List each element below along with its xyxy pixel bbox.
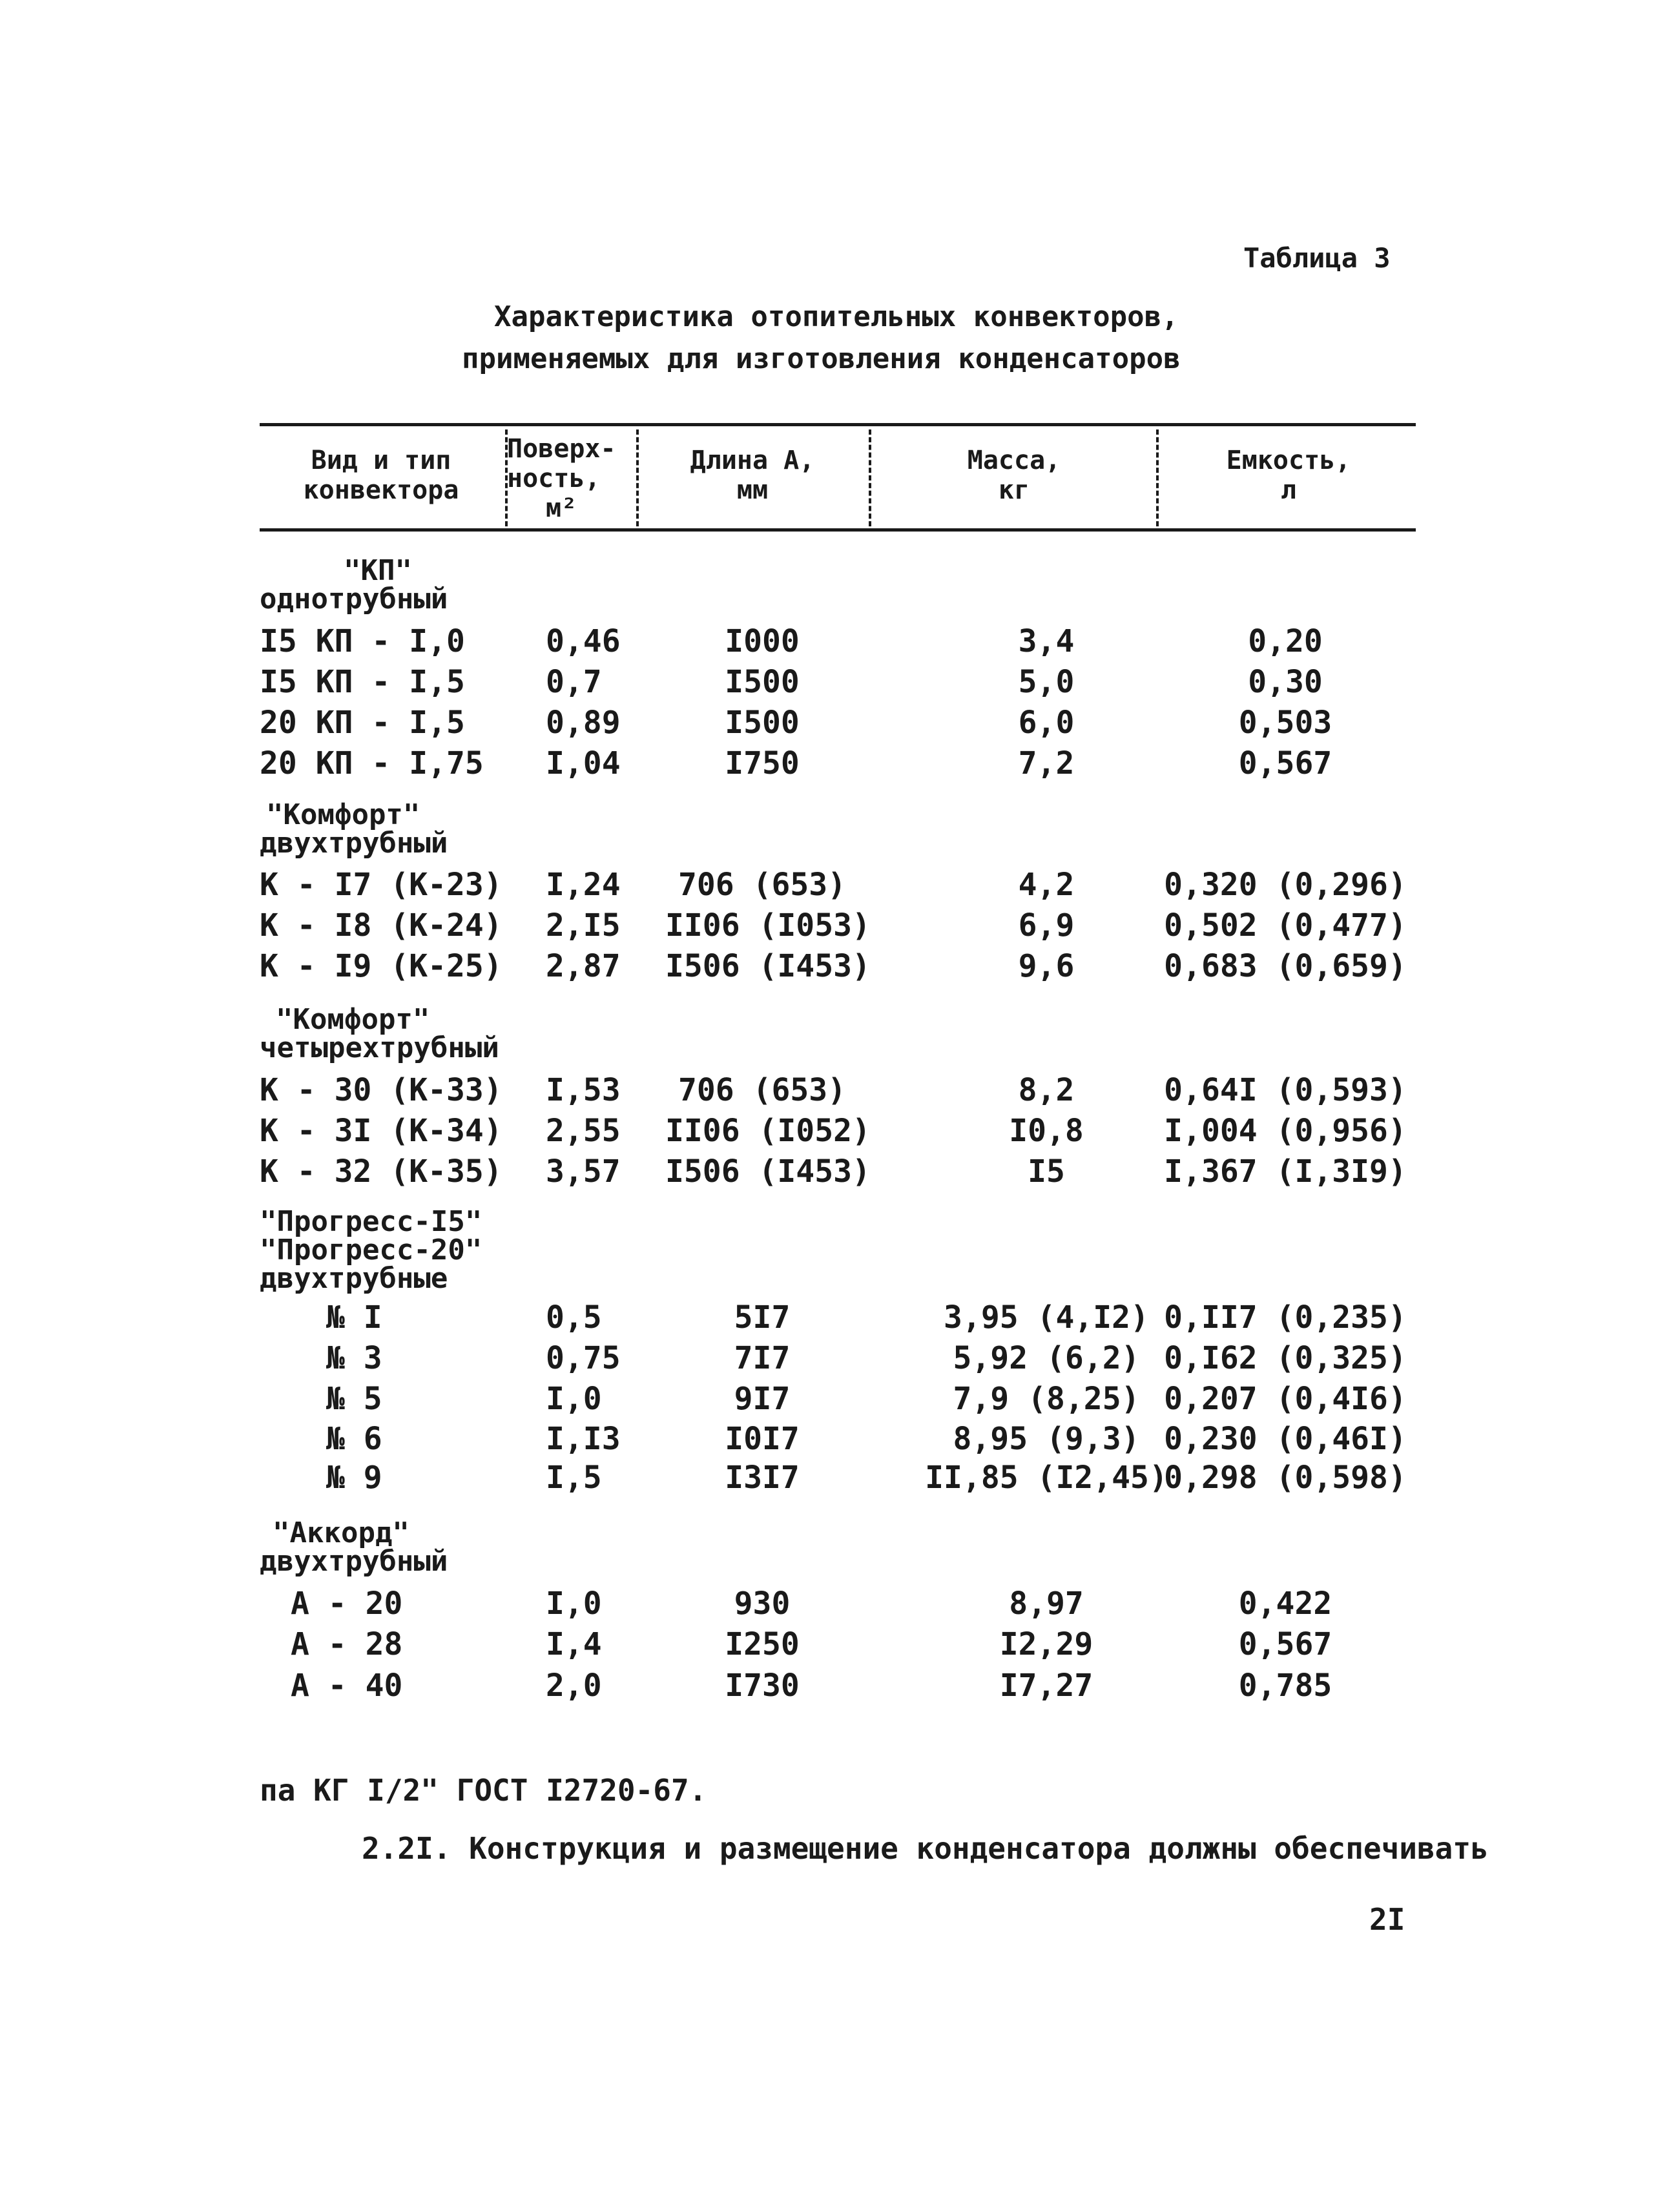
table-cell: 0,567 (1238, 745, 1332, 781)
table-cell: 2,I5 (546, 907, 621, 944)
table-cell: 0,20 (1248, 623, 1323, 659)
table-cell: I,24 (546, 867, 621, 903)
table-cell: 7I7 (734, 1340, 791, 1376)
table-cell: I506 (I453) (665, 1153, 871, 1190)
table-cell: 0,320 (0,296) (1164, 867, 1407, 903)
table-top-rule (260, 423, 1416, 426)
table-cell: 0,503 (1238, 705, 1332, 741)
group-name: "Прогресс-I5" "Прогресс-20" двухтрубные (260, 1205, 482, 1295)
table-cell: 0,5 (546, 1299, 602, 1336)
body-text-line: па КГ I/2" ГОСТ I2720-67. (260, 1773, 707, 1808)
table-cell: I730 (725, 1668, 800, 1704)
table-cell: № 6 (326, 1421, 382, 1457)
table-cell: 2,55 (546, 1113, 621, 1149)
table-cell: 20 КП - I,75 (260, 745, 484, 781)
group-name: "Комфорт" четырехтрубный (260, 1003, 499, 1064)
table-cell: 706 (653) (678, 867, 847, 903)
table-cell: 0,89 (546, 705, 621, 741)
table-cell: 0,7 (546, 664, 602, 700)
table-cell: 5,92 (6,2) (953, 1340, 1140, 1376)
table-cell: 706 (653) (678, 1072, 847, 1108)
table-cell: I5 (1028, 1153, 1065, 1190)
table-cell: 0,II7 (0,235) (1164, 1299, 1407, 1336)
table-cell: I,53 (546, 1072, 621, 1108)
table-cell: I2,29 (999, 1626, 1093, 1662)
table-cell: I500 (725, 705, 800, 741)
table-cell: 20 КП - I,5 (260, 705, 465, 741)
table-cell: 7,9 (8,25) (953, 1381, 1140, 1417)
table-cell: 6,9 (1018, 907, 1075, 944)
table-cell: I,4 (546, 1626, 602, 1662)
table-cell: II06 (I052) (665, 1113, 871, 1149)
table-cell: № 9 (326, 1460, 382, 1496)
header-separator (869, 429, 871, 526)
table-cell: I5 КП - I,5 (260, 664, 465, 700)
table-cell: 0,64I (0,593) (1164, 1072, 1407, 1108)
table-cell: 0,422 (1238, 1586, 1332, 1622)
table-cell: 8,95 (9,3) (953, 1421, 1140, 1457)
table-cell: 3,4 (1018, 623, 1075, 659)
table-cell: I,5 (546, 1460, 602, 1496)
table-cell: К - I9 (К-25) (260, 948, 502, 984)
table-cell: I,0 (546, 1381, 602, 1417)
body-text-line: 2.2I. Конструкция и размещение конденсатора должны обеспечивать (362, 1831, 1489, 1866)
table-cell: II06 (I053) (665, 907, 871, 944)
header-capacity: Емкость, л (1226, 446, 1351, 505)
table-cell: К - 30 (К-33) (260, 1072, 502, 1108)
header-separator (636, 429, 639, 526)
table-cell: 0,46 (546, 623, 621, 659)
table-cell: № I (326, 1299, 382, 1336)
table-cell: К - 32 (К-35) (260, 1153, 502, 1190)
table-cell: 8,2 (1018, 1072, 1075, 1108)
table-cell: 0,30 (1248, 664, 1323, 700)
table-cell: К - I8 (К-24) (260, 907, 502, 944)
table-cell: I,367 (I,3I9) (1164, 1153, 1407, 1190)
table-cell: 3,95 (4,I2) (944, 1299, 1149, 1336)
header-surface: Поверх- ность, м² (507, 434, 616, 523)
table-cell: 0,683 (0,659) (1164, 948, 1407, 984)
table-cell: 0,75 (546, 1340, 621, 1376)
header-mass: Масса, кг (967, 446, 1061, 505)
table-cell: 0,567 (1238, 1626, 1332, 1662)
table-cell: 2,0 (546, 1668, 602, 1704)
table-cell: К - 3I (К-34) (260, 1113, 502, 1149)
table-label: Таблица 3 (1243, 242, 1391, 274)
group-name: "КП" однотрубный (260, 554, 448, 615)
group-name: "Комфорт" двухтрубный (260, 798, 448, 860)
table-cell: 0,230 (0,46I) (1164, 1421, 1407, 1457)
table-cell: К - I7 (К-23) (260, 867, 502, 903)
table-cell: I,0 (546, 1586, 602, 1622)
table-cell: 7,2 (1018, 745, 1075, 781)
table-cell: 6,0 (1018, 705, 1075, 741)
table-cell: I0,8 (1009, 1113, 1084, 1149)
header-length: Длина А, мм (690, 446, 815, 505)
header-type: Вид и тип конвектора (303, 446, 459, 505)
table-cell: I,004 (0,956) (1164, 1113, 1407, 1149)
table-cell: I750 (725, 745, 800, 781)
table-cell: I0I7 (725, 1421, 800, 1457)
table-cell: I,I3 (546, 1421, 621, 1457)
table-cell: 3,57 (546, 1153, 621, 1190)
table-cell: I500 (725, 664, 800, 700)
table-cell: 0,298 (0,598) (1164, 1460, 1407, 1496)
table-cell: № 3 (326, 1340, 382, 1376)
table-cell: 0,I62 (0,325) (1164, 1340, 1407, 1376)
table-cell: № 5 (326, 1381, 382, 1417)
table-cell: 9I7 (734, 1381, 791, 1417)
table-cell: 5,0 (1018, 664, 1075, 700)
table-cell: 9,6 (1018, 948, 1075, 984)
table-cell: I506 (I453) (665, 948, 871, 984)
table-title-line2: применяемых для изготовления конденсаторов (462, 342, 1181, 375)
table-cell: 0,207 (0,4I6) (1164, 1381, 1407, 1417)
table-cell: А - 28 (291, 1626, 403, 1662)
table-header-rule (260, 528, 1416, 532)
table-cell: I,04 (546, 745, 621, 781)
group-name: "Аккорд" двухтрубный (260, 1516, 448, 1578)
table-cell: 930 (734, 1586, 791, 1622)
table-cell: А - 40 (291, 1668, 403, 1704)
table-title-line1: Характеристика отопительных конвекторов, (494, 300, 1179, 333)
table-cell: 0,785 (1238, 1668, 1332, 1704)
table-cell: А - 20 (291, 1586, 403, 1622)
table-cell: 8,97 (1009, 1586, 1084, 1622)
page-number: 2I (1369, 1902, 1405, 1937)
table-cell: 5I7 (734, 1299, 791, 1336)
table-cell: II,85 (I2,45) (925, 1460, 1168, 1496)
table-cell: 2,87 (546, 948, 621, 984)
table-cell: I7,27 (999, 1668, 1093, 1704)
table-cell: I000 (725, 623, 800, 659)
table-cell: I250 (725, 1626, 800, 1662)
table-cell: 0,502 (0,477) (1164, 907, 1407, 944)
table-cell: I5 КП - I,0 (260, 623, 465, 659)
table-cell: 4,2 (1018, 867, 1075, 903)
table-cell: I3I7 (725, 1460, 800, 1496)
header-separator (1156, 429, 1159, 526)
